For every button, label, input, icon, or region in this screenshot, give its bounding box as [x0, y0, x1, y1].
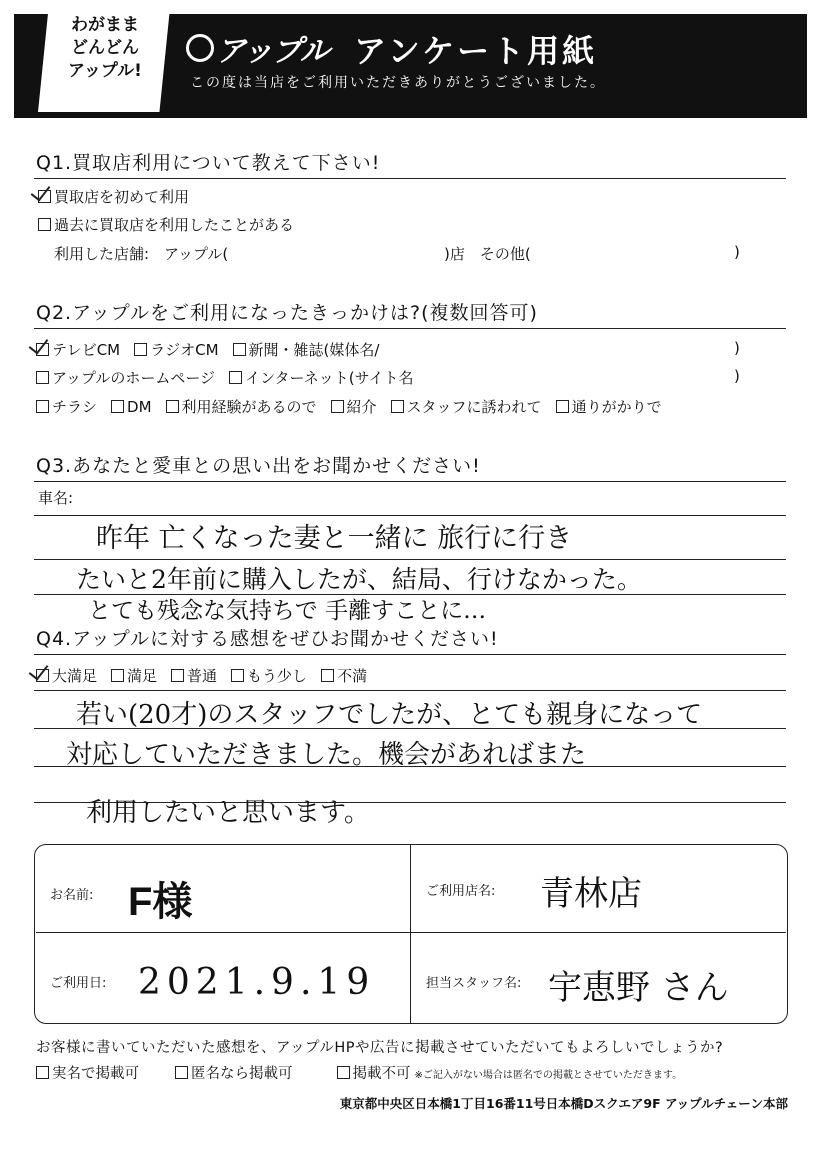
checkbox[interactable]: [38, 190, 51, 203]
option-label: 不満: [337, 667, 368, 685]
name-label: お名前:: [50, 888, 94, 903]
publish-options: [36, 1062, 682, 1083]
date-label: ご利用日:: [50, 976, 107, 991]
store-value[interactable]: 青林店: [540, 874, 642, 914]
checkbox[interactable]: [331, 400, 344, 413]
q3-answer-line2: たいと2年前に購入したが、結局、行けなかった。: [76, 565, 642, 594]
rating-very-satisfied[interactable]: [36, 667, 97, 685]
option-label: ラジオCM: [150, 341, 219, 359]
option-internet[interactable]: [229, 369, 413, 387]
q4-line: [34, 766, 786, 767]
checkbox[interactable]: [337, 1066, 350, 1079]
option-label: もう少し: [247, 667, 308, 685]
company-address: 東京都中央区日本橋1丁目16番11号日本橋Dスクエア9F アップルチェーン本部: [339, 1096, 788, 1111]
option-label: 匿名なら掲載可: [191, 1066, 293, 1082]
checkbox[interactable]: [36, 400, 49, 413]
checkbox[interactable]: [556, 400, 569, 413]
publish-not-allowed[interactable]: [337, 1066, 411, 1082]
q2-row1: [36, 339, 393, 360]
checkbox[interactable]: [36, 669, 49, 682]
q1-heading: Q1.買取店利用について教えて下さい!: [36, 152, 381, 174]
q1-store-suffix: ): [734, 243, 740, 261]
option-label: チラシ: [52, 398, 98, 416]
option-label: 掲載不可: [352, 1066, 411, 1082]
q1-store-mid: )店 その他(: [444, 245, 531, 263]
staff-label: 担当スタッフ名:: [426, 976, 522, 991]
checkbox[interactable]: [111, 400, 124, 413]
option-label: DM: [127, 398, 152, 416]
publish-real-name[interactable]: [36, 1066, 139, 1082]
publish-note: ※ご記入がない場合は匿名での掲載とさせていただきます。: [414, 1070, 683, 1081]
q4-answer-line1: 若い(20才)のスタッフでしたが、とても親身になって: [76, 700, 703, 730]
option-experience[interactable]: [166, 398, 317, 416]
option-label: 新聞・雑誌(媒体名/: [248, 341, 380, 359]
q1-option-used-before[interactable]: [38, 214, 294, 235]
q2-rule: [34, 328, 786, 329]
checkbox[interactable]: [36, 371, 49, 384]
date-value[interactable]: 2021.9.19: [138, 962, 376, 1003]
option-newspaper[interactable]: [233, 341, 380, 359]
q4-answer-line3: 利用したいと思います。: [86, 798, 370, 828]
rating-satisfied[interactable]: [111, 667, 157, 685]
q1-option-first-time[interactable]: [38, 186, 189, 207]
option-label: アップルのホームページ: [52, 369, 216, 387]
q2-row3: [36, 396, 676, 417]
q4-ratings: [36, 665, 381, 686]
q3-answer-line3: とても残念な気持ちで 手離すことに…: [88, 598, 487, 624]
option-label: 普通: [187, 667, 218, 685]
apple-logo-icon: [186, 34, 214, 62]
slogan-text: わがまま どんどん アップル!: [68, 15, 142, 81]
checkbox[interactable]: [175, 1066, 188, 1079]
checkbox[interactable]: [391, 400, 404, 413]
option-label: インターネット(サイト名: [245, 369, 414, 387]
option-label: 過去に買取店を利用したことがある: [54, 216, 295, 234]
q2-row1-close: ): [734, 339, 740, 357]
option-label: 買取店を初めて利用: [54, 188, 190, 206]
rating-dissatisfied[interactable]: [321, 667, 367, 685]
option-label: 実名で掲載可: [52, 1066, 139, 1082]
header-subtitle: この度は当店をご利用いただきありがとうございました。: [190, 75, 606, 91]
checkbox[interactable]: [229, 371, 242, 384]
option-radio-cm[interactable]: [134, 341, 218, 359]
q3-heading: Q3.あなたと愛車との思い出をお聞かせください!: [36, 455, 481, 477]
q4-line: [34, 728, 786, 729]
checkbox[interactable]: [111, 669, 124, 682]
rating-could-improve[interactable]: [231, 667, 307, 685]
publish-anonymous[interactable]: [175, 1066, 293, 1082]
q3-answer-line1: 昨年 亡くなった妻と一緒に 旅行に行き: [96, 523, 573, 554]
rating-normal[interactable]: [171, 667, 217, 685]
q2-row2-close: ): [734, 367, 740, 385]
option-label: 通りがかりで: [571, 398, 662, 416]
staff-value[interactable]: 宇恵野 さん: [548, 968, 729, 1008]
option-staff[interactable]: [391, 398, 542, 416]
store-label: ご利用店名:: [426, 884, 496, 899]
checkbox[interactable]: [231, 669, 244, 682]
option-label: テレビCM: [52, 341, 121, 359]
checkbox[interactable]: [36, 343, 49, 356]
option-passing-by[interactable]: [556, 398, 662, 416]
checkbox[interactable]: [321, 669, 334, 682]
q4-rule: [34, 654, 786, 655]
option-label: スタッフに誘われて: [406, 398, 542, 416]
option-flyer[interactable]: [36, 398, 97, 416]
option-label: 紹介: [346, 398, 377, 416]
q4-line: [34, 802, 786, 803]
checkbox[interactable]: [233, 343, 246, 356]
option-dm[interactable]: [111, 398, 152, 416]
box-divider-vertical: [410, 844, 411, 1024]
q4-answer-line2: 対応していただきました。機会があればまた: [66, 740, 587, 770]
consent-question: お客様に書いていただいた感想を、アップルHPや広告に掲載させていただいてもよろしいでしょうか?: [36, 1040, 724, 1056]
box-divider-horizontal: [36, 932, 786, 933]
q4-heading: Q4.アップルに対する感想をぜひお聞かせください!: [36, 628, 499, 650]
option-label: 利用経験があるので: [181, 398, 317, 416]
checkbox[interactable]: [38, 218, 51, 231]
form-title: アンケート用紙: [354, 32, 598, 70]
checkbox[interactable]: [171, 669, 184, 682]
option-tv-cm[interactable]: [36, 341, 120, 359]
name-value[interactable]: F様: [128, 880, 193, 924]
checkbox[interactable]: [36, 1066, 49, 1079]
brand-logo: アップル: [216, 34, 329, 69]
q3-rule: [34, 481, 786, 482]
q2-heading: Q2.アップルをご利用になったきっかけは?(複数回答可): [36, 302, 538, 324]
q2-row2: [36, 367, 428, 388]
checkbox[interactable]: [134, 343, 147, 356]
q1-rule: [34, 178, 786, 179]
option-label: 満足: [127, 667, 158, 685]
option-label: 大満足: [52, 667, 98, 685]
q4-line: [34, 690, 786, 691]
option-referral[interactable]: [331, 398, 377, 416]
car-name-label: 車名:: [38, 489, 74, 507]
option-homepage[interactable]: [36, 369, 215, 387]
q1-store-prefix: 利用した店舗: アップル(: [54, 245, 229, 263]
checkbox[interactable]: [166, 400, 179, 413]
